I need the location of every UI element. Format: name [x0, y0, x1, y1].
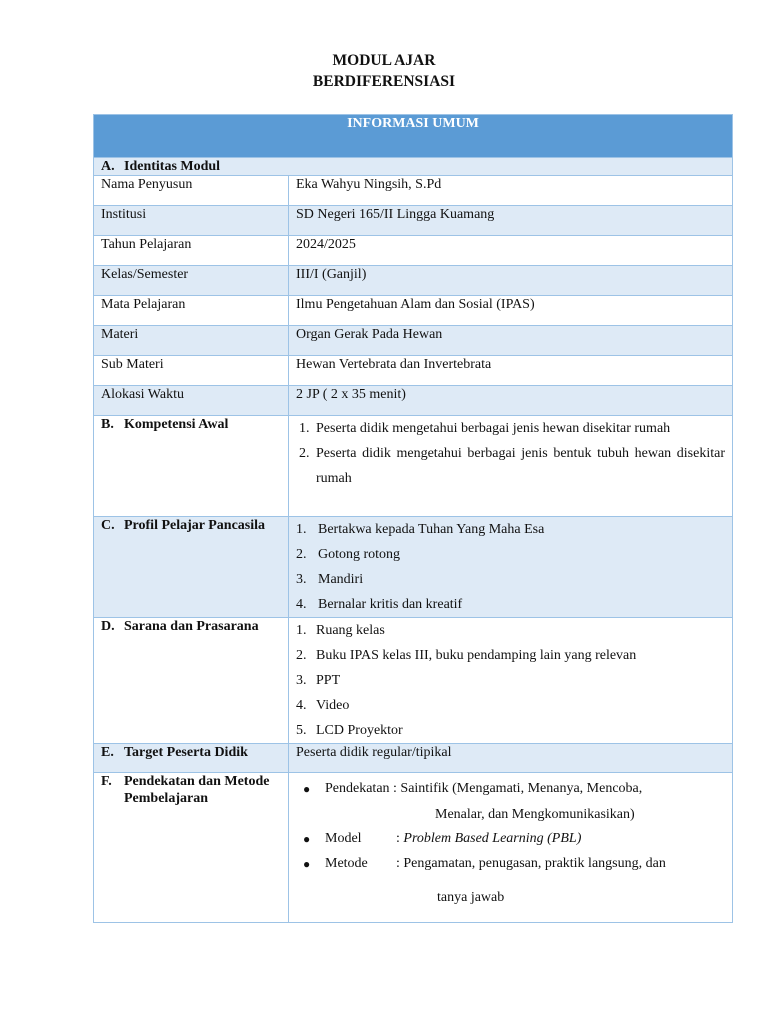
list-number: 5.	[296, 723, 307, 738]
section-c-row	[94, 517, 733, 618]
section-e-heading	[94, 744, 289, 773]
list-number: 3.	[296, 572, 307, 587]
list-text: Peserta didik mengetahui berbagai jenis hewan disekitar rumah	[316, 421, 671, 436]
list-item	[296, 542, 725, 567]
section-c-label: Profil Pelajar Pancasila	[124, 518, 266, 533]
section-c-letter: C.	[101, 518, 115, 533]
bullet-icon: ●	[303, 782, 311, 796]
section-c-heading	[94, 517, 289, 618]
list-item	[296, 567, 725, 592]
list-text: PPT	[316, 673, 341, 688]
list-text: Ruang kelas	[316, 623, 385, 638]
table-row	[94, 296, 733, 326]
row-label: Kelas/Semester	[94, 266, 289, 296]
list-number: 1.	[296, 623, 307, 638]
section-f-letter: F.	[101, 774, 112, 789]
list-item	[296, 441, 725, 491]
section-b-letter: B.	[101, 417, 114, 432]
row-value: SD Negeri 165/II Lingga Kuamang	[289, 206, 733, 236]
section-a-row	[94, 158, 733, 176]
list-item-pendekatan	[296, 780, 725, 824]
section-d-row	[94, 618, 733, 744]
metode-value-cont: tanya jawab	[437, 890, 505, 905]
list-item	[296, 517, 725, 542]
table-row	[94, 236, 733, 266]
table-row	[94, 176, 733, 206]
list-number: 4.	[296, 698, 307, 713]
section-d-content	[289, 618, 733, 744]
model-key: Model	[325, 831, 362, 846]
section-d-letter: D.	[101, 619, 115, 634]
list-item-metode	[296, 855, 725, 907]
model-sep: :	[396, 831, 404, 846]
row-label: Sub Materi	[94, 356, 289, 386]
row-value: III/I (Ganjil)	[289, 266, 733, 296]
document-title-line1: MODUL AJAR	[332, 52, 436, 69]
row-value: 2024/2025	[289, 236, 733, 266]
list-number: 2.	[296, 547, 307, 562]
section-a-heading	[94, 158, 733, 176]
table-row	[94, 206, 733, 236]
row-label: Alokasi Waktu	[94, 386, 289, 416]
pendekatan-value: : Saintifik (Mengamati, Menanya, Mencoba,	[393, 781, 643, 796]
section-e-value: Peserta didik regular/tipikal	[289, 744, 733, 773]
list-item	[296, 693, 725, 718]
table-row	[94, 326, 733, 356]
model-value: Problem Based Learning (PBL)	[403, 831, 582, 846]
row-label: Mata Pelajaran	[94, 296, 289, 326]
list-text: Gotong rotong	[318, 547, 401, 562]
list-text: Peserta didik mengetahui berbagai jenis bentuk tubuh hewan disekitar rumah	[316, 446, 725, 486]
table-row	[94, 386, 733, 416]
section-d-heading	[94, 618, 289, 744]
row-value: Hewan Vertebrata dan Invertebrata	[289, 356, 733, 386]
bullet-icon: ●	[303, 832, 311, 846]
list-number: 1.	[299, 421, 310, 436]
list-text: Bertakwa kepada Tuhan Yang Maha Esa	[318, 522, 545, 537]
table-header: INFORMASI UMUM	[94, 115, 733, 158]
row-value: Organ Gerak Pada Hewan	[289, 326, 733, 356]
metode-key: Metode	[325, 856, 368, 871]
row-label: Nama Penyusun	[94, 176, 289, 206]
list-item	[296, 592, 725, 617]
list-text: Bernalar kritis dan kreatif	[318, 597, 463, 612]
row-value: 2 JP ( 2 x 35 menit)	[289, 386, 733, 416]
row-label: Institusi	[94, 206, 289, 236]
list-number: 2.	[296, 648, 307, 663]
list-text: Buku IPAS kelas III, buku pendamping lain yang relevan	[316, 648, 637, 663]
list-item	[296, 416, 725, 441]
list-number: 4.	[296, 597, 307, 612]
row-value: Eka Wahyu Ningsih, S.Pd	[289, 176, 733, 206]
document-title-line2: BERDIFERENSIASI	[312, 73, 456, 90]
section-f-heading	[94, 773, 289, 923]
list-item-model	[296, 830, 725, 848]
section-e-letter: E.	[101, 745, 114, 760]
section-a-letter: A.	[101, 159, 115, 174]
list-number: 3.	[296, 673, 307, 688]
section-b-row	[94, 416, 733, 517]
table-row	[94, 266, 733, 296]
section-c-content	[289, 517, 733, 618]
pendekatan-value-cont: Menalar, dan Mengkomunikasikan)	[435, 807, 635, 822]
section-e-row	[94, 744, 733, 773]
informasi-umum-table	[93, 114, 733, 923]
section-f-label-line2: Pembelajaran	[124, 791, 208, 806]
metode-value: : Pengamatan, penugasan, praktik langsung, dan	[396, 856, 666, 871]
pendekatan-key: Pendekatan	[325, 781, 390, 796]
list-number: 2.	[299, 446, 310, 461]
section-f-row	[94, 773, 733, 923]
table-row	[94, 356, 733, 386]
row-label: Tahun Pelajaran	[94, 236, 289, 266]
list-text: LCD Proyektor	[316, 723, 403, 738]
section-e-label: Target Peserta Didik	[124, 745, 248, 760]
list-number: 1.	[296, 522, 307, 537]
section-f-label-line1: Pendekatan dan Metode	[124, 774, 270, 789]
list-item	[296, 668, 725, 693]
bullet-icon: ●	[303, 857, 311, 871]
section-b-content	[289, 416, 733, 517]
section-a-label: Identitas Modul	[124, 159, 221, 174]
section-f-content	[289, 773, 733, 923]
section-d-label: Sarana dan Prasarana	[124, 619, 259, 634]
list-item	[296, 618, 725, 643]
list-item	[296, 643, 725, 668]
section-b-heading	[94, 416, 289, 517]
row-value: Ilmu Pengetahuan Alam dan Sosial (IPAS)	[289, 296, 733, 326]
list-item	[296, 718, 725, 743]
list-text: Video	[316, 698, 350, 713]
list-text: Mandiri	[318, 572, 364, 587]
row-label: Materi	[94, 326, 289, 356]
table-header-row	[94, 115, 733, 158]
section-b-label: Kompetensi Awal	[124, 417, 229, 432]
